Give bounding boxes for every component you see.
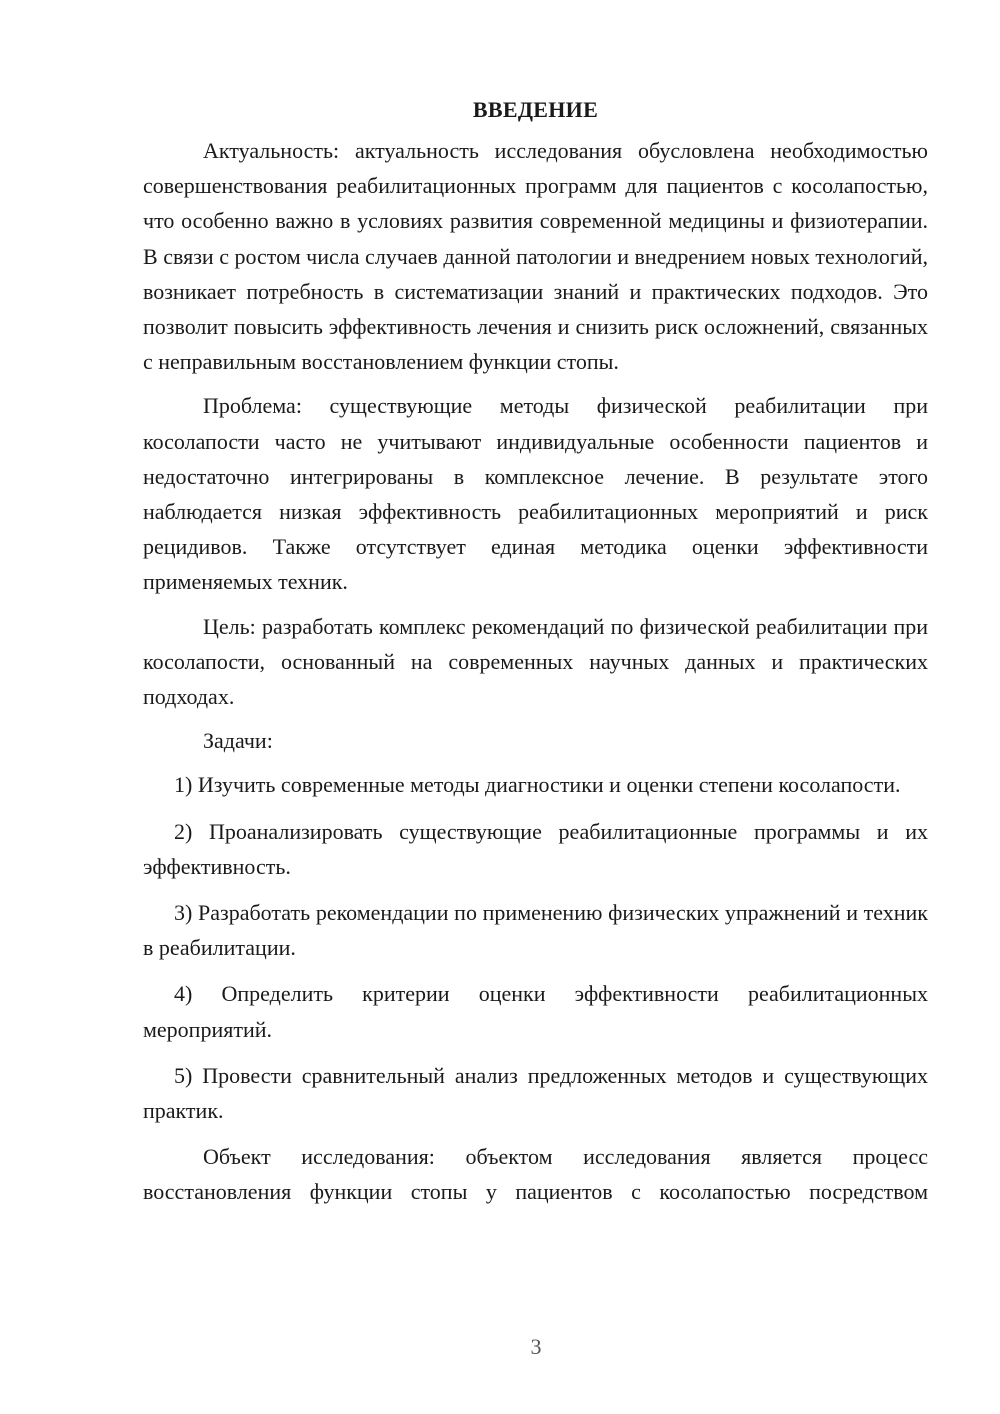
list-item: 4) Определить критерии оценки эффективности реабилитационных мероприятий.: [143, 981, 928, 1042]
paragraph-object: Объект исследования: объектом исследования является процесс восстановления функции стопы у пациентов с косолапостью посредством: [143, 1144, 928, 1205]
page-content: [143, 92, 928, 1219]
paragraph-goal: Цель: разработать комплекс рекомендаций по физической реабилитации при косолапости, основанный на современных научных данных и практических подходах.: [143, 613, 928, 710]
list-item: 3) Разработать рекомендации по применению физических упражнений и техник в реабилитации.: [143, 900, 928, 961]
list-item: 2) Проанализировать существующие реабилитационные программы и их эффективность.: [143, 818, 928, 879]
page-title: ВВЕДЕНИЕ: [472, 97, 599, 122]
list-item: 5) Провести сравнительный анализ предложенных методов и существующих практик.: [143, 1062, 928, 1124]
page-number: 3: [530, 1334, 542, 1359]
list-item: 1) Изучить современные методы диагностики и оценки степени косолапости.: [174, 772, 901, 798]
paragraph-problem: Проблема: существующие методы физической реабилитации при косолапости часто не учитывают индивидуальные особенности пациентов и недостаточно интегрированы в комплексное лечение. В результате этого наблюдается низкая эффективность реабилитационных мероприятий и риск рецидивов. Также отсутствует единая методика оценки эффективности применяемых техник.: [143, 393, 928, 595]
tasks-list: [143, 767, 928, 1128]
tasks-heading: Задачи:: [203, 728, 273, 754]
paragraph-relevance: Актуальность: актуальность исследования обусловлена необходимостью совершенствования реабилитационных программ для пациентов с косолапостью, что особенно важно в условиях развития современной медицины и физиотерапии. В связи с ростом числа случаев данной патологии и внедрением новых технологий, возникает потребность в систематизации знаний и практических подходов. Это позволит повысить эффективность лечения и снизить риск осложнений, связанных с неправильным восстановлением функции стопы.: [143, 138, 928, 375]
